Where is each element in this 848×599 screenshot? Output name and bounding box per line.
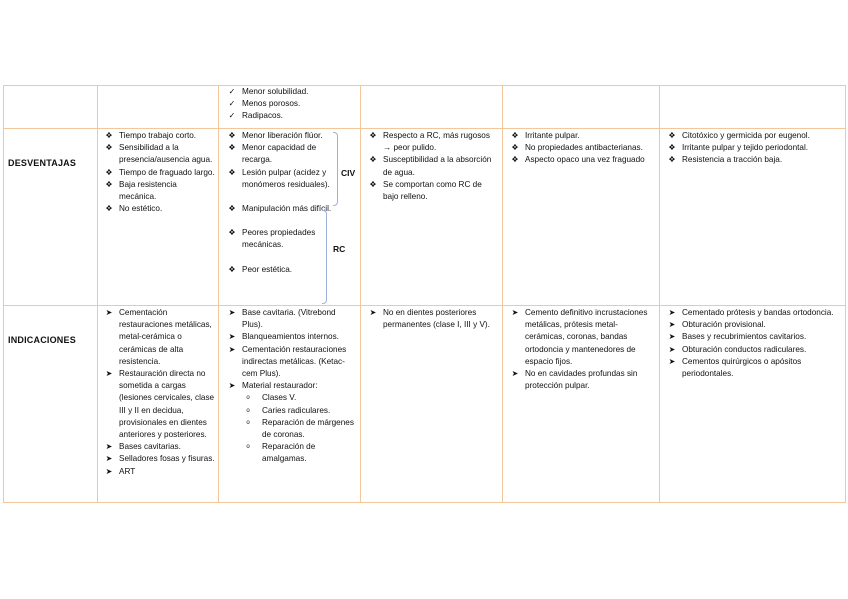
diamond-bullet-icon: ❖ — [369, 155, 377, 165]
list-item: ➤ Cementos quirúrgicos o apósitos periodontales. — [664, 356, 840, 380]
arrow-bullet-icon: ➤ — [511, 369, 519, 379]
list-item: ✓ Radipacos. — [224, 110, 356, 122]
col-divider — [97, 86, 98, 502]
arrow-bullet-icon: ➤ — [668, 320, 676, 330]
col-divider — [360, 86, 361, 502]
list-item: ➤ Cementación restauraciones metálicas, metal-cerámica o cerámicas de alta resistencia. — [101, 307, 215, 368]
list-item: ➤ Obturación provisional. — [664, 319, 840, 331]
list-item: ➤ Cementación restauraciones indirectas metálicas. (Ketac-cem Plus). — [224, 344, 356, 381]
list-item: ✓ Menos porosos. — [224, 98, 356, 110]
diamond-bullet-icon: ❖ — [668, 131, 676, 140]
diamond-bullet-icon: ❖ — [511, 131, 519, 140]
list-item: ❖ No estético. — [101, 203, 215, 215]
circle-bullet-icon: o — [246, 444, 250, 451]
indicaciones-col5-cell — [664, 307, 840, 380]
rc-bracket — [322, 210, 327, 304]
list-item: ➤ Blanqueamientos internos. — [224, 331, 356, 343]
diamond-bullet-icon: ❖ — [105, 204, 113, 214]
diamond-bullet-icon: ❖ — [105, 167, 113, 177]
desventajas-col4-cell — [507, 130, 655, 167]
sub-list-item: o Clases V. — [224, 392, 356, 404]
arrow-bullet-icon: ➤ — [668, 356, 676, 366]
list-item: ➤ Base cavitaria. (Vitrebond Plus). — [224, 307, 356, 331]
list-item: ❖ Manipulación más difícil. — [224, 203, 334, 215]
list-item: ➤ Cementado prótesis y bandas ortodoncia. — [664, 307, 840, 319]
sub-list-item: o Caries radiculares. — [224, 405, 356, 417]
diamond-bullet-icon: ❖ — [511, 155, 519, 165]
diamond-bullet-icon: ❖ — [228, 131, 236, 140]
row-label-indicaciones: INDICACIONES — [8, 335, 76, 345]
list-item: ➤ Material restaurador: — [224, 380, 356, 392]
check-icon: ✓ — [228, 87, 236, 96]
diamond-bullet-icon: ❖ — [668, 143, 676, 153]
indicaciones-col2-cell — [224, 307, 356, 466]
list-item: ❖ Baja resistencia mecánica. — [101, 179, 215, 203]
diamond-bullet-icon: ❖ — [369, 179, 377, 189]
arrow-bullet-icon: ➤ — [668, 344, 676, 354]
desventajas-col5-cell — [664, 130, 842, 167]
diamond-bullet-icon: ❖ — [228, 167, 236, 177]
row-divider — [4, 305, 845, 306]
arrow-bullet-icon: ➤ — [511, 308, 519, 317]
arrow-bullet-icon: ➤ — [105, 442, 113, 452]
list-item: ❖ Respecto a RC, más rugosos → peor pulido. — [365, 130, 498, 154]
diamond-bullet-icon: ❖ — [105, 143, 113, 153]
list-item: ❖ Aspecto opaco una vez fraguado — [507, 154, 655, 166]
list-item: ❖ Resistencia a tracción baja. — [664, 154, 842, 166]
row-label-desventajas: DESVENTAJAS — [8, 158, 77, 168]
diamond-bullet-icon: ❖ — [369, 131, 377, 140]
list-item: ❖ Irritante pulpar. — [507, 130, 655, 142]
col-divider — [218, 86, 219, 502]
list-item: ❖ Peor estética. — [224, 264, 334, 276]
list-item: ➤ Selladores fosas y fisuras. — [101, 453, 215, 465]
arrow-bullet-icon: ➤ — [105, 454, 113, 464]
comparison-table — [3, 85, 846, 503]
col-divider — [502, 86, 503, 502]
circle-bullet-icon: o — [246, 419, 250, 426]
list-item: ✓ Menor solubilidad. — [224, 86, 356, 98]
diamond-bullet-icon: ❖ — [228, 264, 236, 274]
list-item: ❖ Sensibilidad a la presencia/ausencia agua. — [101, 142, 215, 166]
check-icon: ✓ — [228, 99, 236, 109]
list-item: ❖ Peores propiedades mecánicas. — [224, 227, 334, 251]
diamond-bullet-icon: ❖ — [228, 143, 236, 153]
arrow-bullet-icon: ➤ — [668, 308, 676, 317]
list-item: ➤ Bases y recubrimientos cavitarios. — [664, 331, 840, 343]
diamond-bullet-icon: ❖ — [668, 155, 676, 165]
arrow-bullet-icon: ➤ — [369, 308, 377, 317]
col-divider — [659, 86, 660, 502]
list-item: ➤ No en dientes posteriores permanentes (clase I, III y V). — [365, 307, 498, 331]
list-item: ➤ ART — [101, 466, 215, 478]
desventajas-col3-cell — [365, 130, 498, 203]
diamond-bullet-icon: ❖ — [105, 131, 113, 140]
arrow-bullet-icon: ➤ — [228, 308, 236, 317]
list-item: ➤ Restauración directa no sometida a cargas (lesiones cervicales, clase III y II en decidua, provisionales en dientes anteriores y posteriores. — [101, 368, 215, 441]
diamond-bullet-icon: ❖ — [228, 204, 236, 214]
arrow-bullet-icon: ➤ — [105, 308, 113, 317]
list-item: ❖ Susceptibilidad a la absorción de agua. — [365, 154, 498, 178]
indicaciones-col1-cell — [101, 307, 215, 478]
arrow-bullet-icon: ➤ — [105, 369, 113, 379]
rc-label: RC — [333, 244, 346, 254]
desventajas-col1-cell — [101, 130, 215, 215]
diamond-bullet-icon: ❖ — [105, 179, 113, 189]
check-icon: ✓ — [228, 111, 236, 121]
civ-bracket — [333, 132, 338, 206]
indicaciones-col3-cell — [365, 307, 498, 331]
arrow-bullet-icon: ➤ — [228, 332, 236, 342]
list-item: ❖ Menor capacidad de recarga. — [224, 142, 334, 166]
circle-bullet-icon: o — [246, 407, 250, 414]
arrow-bullet-icon: ➤ — [228, 344, 236, 354]
list-item: ❖ Citotóxico y germicida por eugenol. — [664, 130, 842, 142]
circle-bullet-icon: o — [246, 395, 250, 402]
list-item: ❖ Tiempo de fraguado largo. — [101, 167, 215, 179]
list-item: ❖ Se comportan como RC de bajo relleno. — [365, 179, 498, 203]
sub-list-item: o Reparación de márgenes de coronas. — [224, 417, 356, 441]
list-item: ➤ Obturación conductos radiculares. — [664, 344, 840, 356]
list-item: ➤ Cemento definitivo incrustaciones metálicas, prótesis metal-cerámicas, coronas, bandas ortodoncia y mantenedores de espacio fijos. — [507, 307, 657, 368]
sub-list-item: o Reparación de amalgamas. — [224, 441, 356, 465]
arrow-bullet-icon: ➤ — [228, 381, 236, 391]
diamond-bullet-icon: ❖ — [511, 143, 519, 153]
indicaciones-col4-cell — [507, 307, 657, 392]
desventajas-col2-cell — [224, 130, 334, 276]
diamond-bullet-icon: ❖ — [228, 228, 236, 238]
top-col2-cell — [224, 86, 356, 123]
list-item: ❖ Menor liberación flúor. — [224, 130, 334, 142]
list-item: ➤ No en cavidades profundas sin protección pulpar. — [507, 368, 657, 392]
arrow-bullet-icon: ➤ — [105, 466, 113, 476]
arrow-bullet-icon: ➤ — [668, 332, 676, 342]
list-item: ❖ Lesión pulpar (acidez y monómeros residuales). — [224, 167, 334, 191]
civ-label: CIV — [341, 168, 356, 178]
list-item: ❖ No propiedades antibacterianas. — [507, 142, 655, 154]
row-divider — [4, 128, 845, 129]
list-item: ❖ Irritante pulpar y tejido periodontal. — [664, 142, 842, 154]
list-item: ➤ Bases cavitarias. — [101, 441, 215, 453]
list-item: ❖ Tiempo trabajo corto. — [101, 130, 215, 142]
